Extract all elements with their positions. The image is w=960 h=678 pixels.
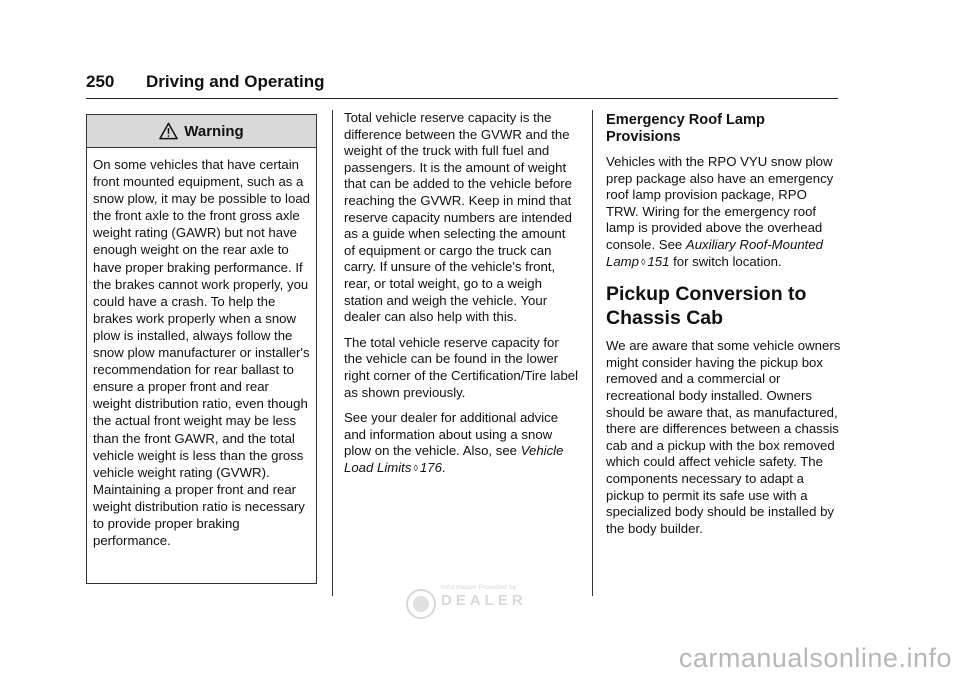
section-title: Driving and Operating	[146, 72, 325, 91]
auxiliary-roof-lamp-link[interactable]: Auxiliary Roof-Mounted Lamp	[606, 236, 823, 269]
warning-text: On some vehicles that have certain front mounted equipment, such as a snow plow, it may be possible to load the front axle to the front gross axle weight rating (GAWR) but not have enough weight on the rear axle to have proper braking performance. If the brakes cannot work properly, you could have a crash. To help the brakes work properly when a snow plow is installed, always follow the snow plow manufacturer or installer's recommendation for rear ballast to ensure a proper front and rear weight distribution ratio, even though the actual front weight may be less than the front GAWR, and the total vehicle weight is less than the gross vehicle weight rating (GVWR). Maintaining a proper front and rear weight distribution ratio is necessary to provide proper braking performance.	[93, 157, 310, 549]
dealer-advice-text: See your dealer for additional advice and information about using a snow plow on the vehicle. Also, see	[344, 410, 559, 459]
column-2	[344, 110, 579, 485]
dealer-advice-end: .	[441, 459, 446, 475]
column-3	[606, 112, 842, 546]
warning-box	[86, 114, 317, 584]
dealer-advice-paragraph	[344, 410, 579, 476]
column-divider-left	[332, 110, 333, 596]
roof-lamp-end: for switch location.	[669, 253, 782, 269]
reserve-capacity-paragraph: Total vehicle reserve capacity is the difference between the GVWR and the weight of the truck with full fuel and passengers. It is the amount of weight that can be added to the vehicle before reaching the GVWR. Keep in mind that reserve capacity numbers are intended as a guide when selecting the amount of equipment or cargo the truck can carry. If unsure of the vehicle's front, rear, or total weight, go to a weigh station and weigh the vehicle. Your dealer can also help with this.	[344, 110, 573, 325]
footer-url: carmanualsonline.info	[678, 643, 952, 673]
pickup-conversion-heading: Pickup Conversion to Chassis Cab	[606, 283, 807, 330]
roof-lamp-text: Vehicles with the RPO VYU snow plow prep package also have an emergency roof lamp provision package, RPO TRW. Wiring for the emergency roof lamp is provided above the overhead console. See	[606, 154, 834, 252]
emergency-roof-lamp-paragraph	[606, 154, 842, 270]
auxiliary-roof-lamp-page[interactable]: 151	[647, 253, 670, 269]
page-reference-arrow-icon: ◊	[641, 256, 646, 267]
warning-header	[87, 115, 316, 148]
page-reference-arrow-icon: ◊	[413, 462, 418, 473]
emergency-roof-lamp-heading: Emergency Roof Lamp Provisions	[606, 112, 765, 145]
dealer-logo-icon	[405, 588, 437, 620]
reserve-label-paragraph: The total vehicle reserve capacity for the vehicle can be found in the lower right corner of the Certification/Tire label as shown previously.	[344, 334, 579, 400]
vehicle-load-limits-link[interactable]: Vehicle Load Limits	[344, 443, 564, 475]
watermark-brand: DEALER	[441, 592, 527, 609]
page-number: 250	[86, 72, 115, 91]
page-header	[86, 70, 838, 99]
dealer-watermark	[405, 584, 565, 620]
vehicle-load-limits-page[interactable]: 176	[419, 459, 442, 475]
warning-triangle-icon	[159, 122, 178, 140]
column-divider-right	[592, 110, 593, 596]
watermark-caption: Information Provided by:	[441, 584, 519, 591]
warning-title: Warning	[184, 122, 244, 140]
pickup-conversion-paragraph: We are aware that some vehicle owners might consider having the pickup box removed and a commercial or recreational body installed. Owners should be aware that, as manufactured, there are differences between a chassis cab and a pickup with the box removed which could affect vehicle safety. The components necessary to adapt a pickup to permit its safe use with a specialized body should be installed by the body builder.	[606, 338, 841, 536]
